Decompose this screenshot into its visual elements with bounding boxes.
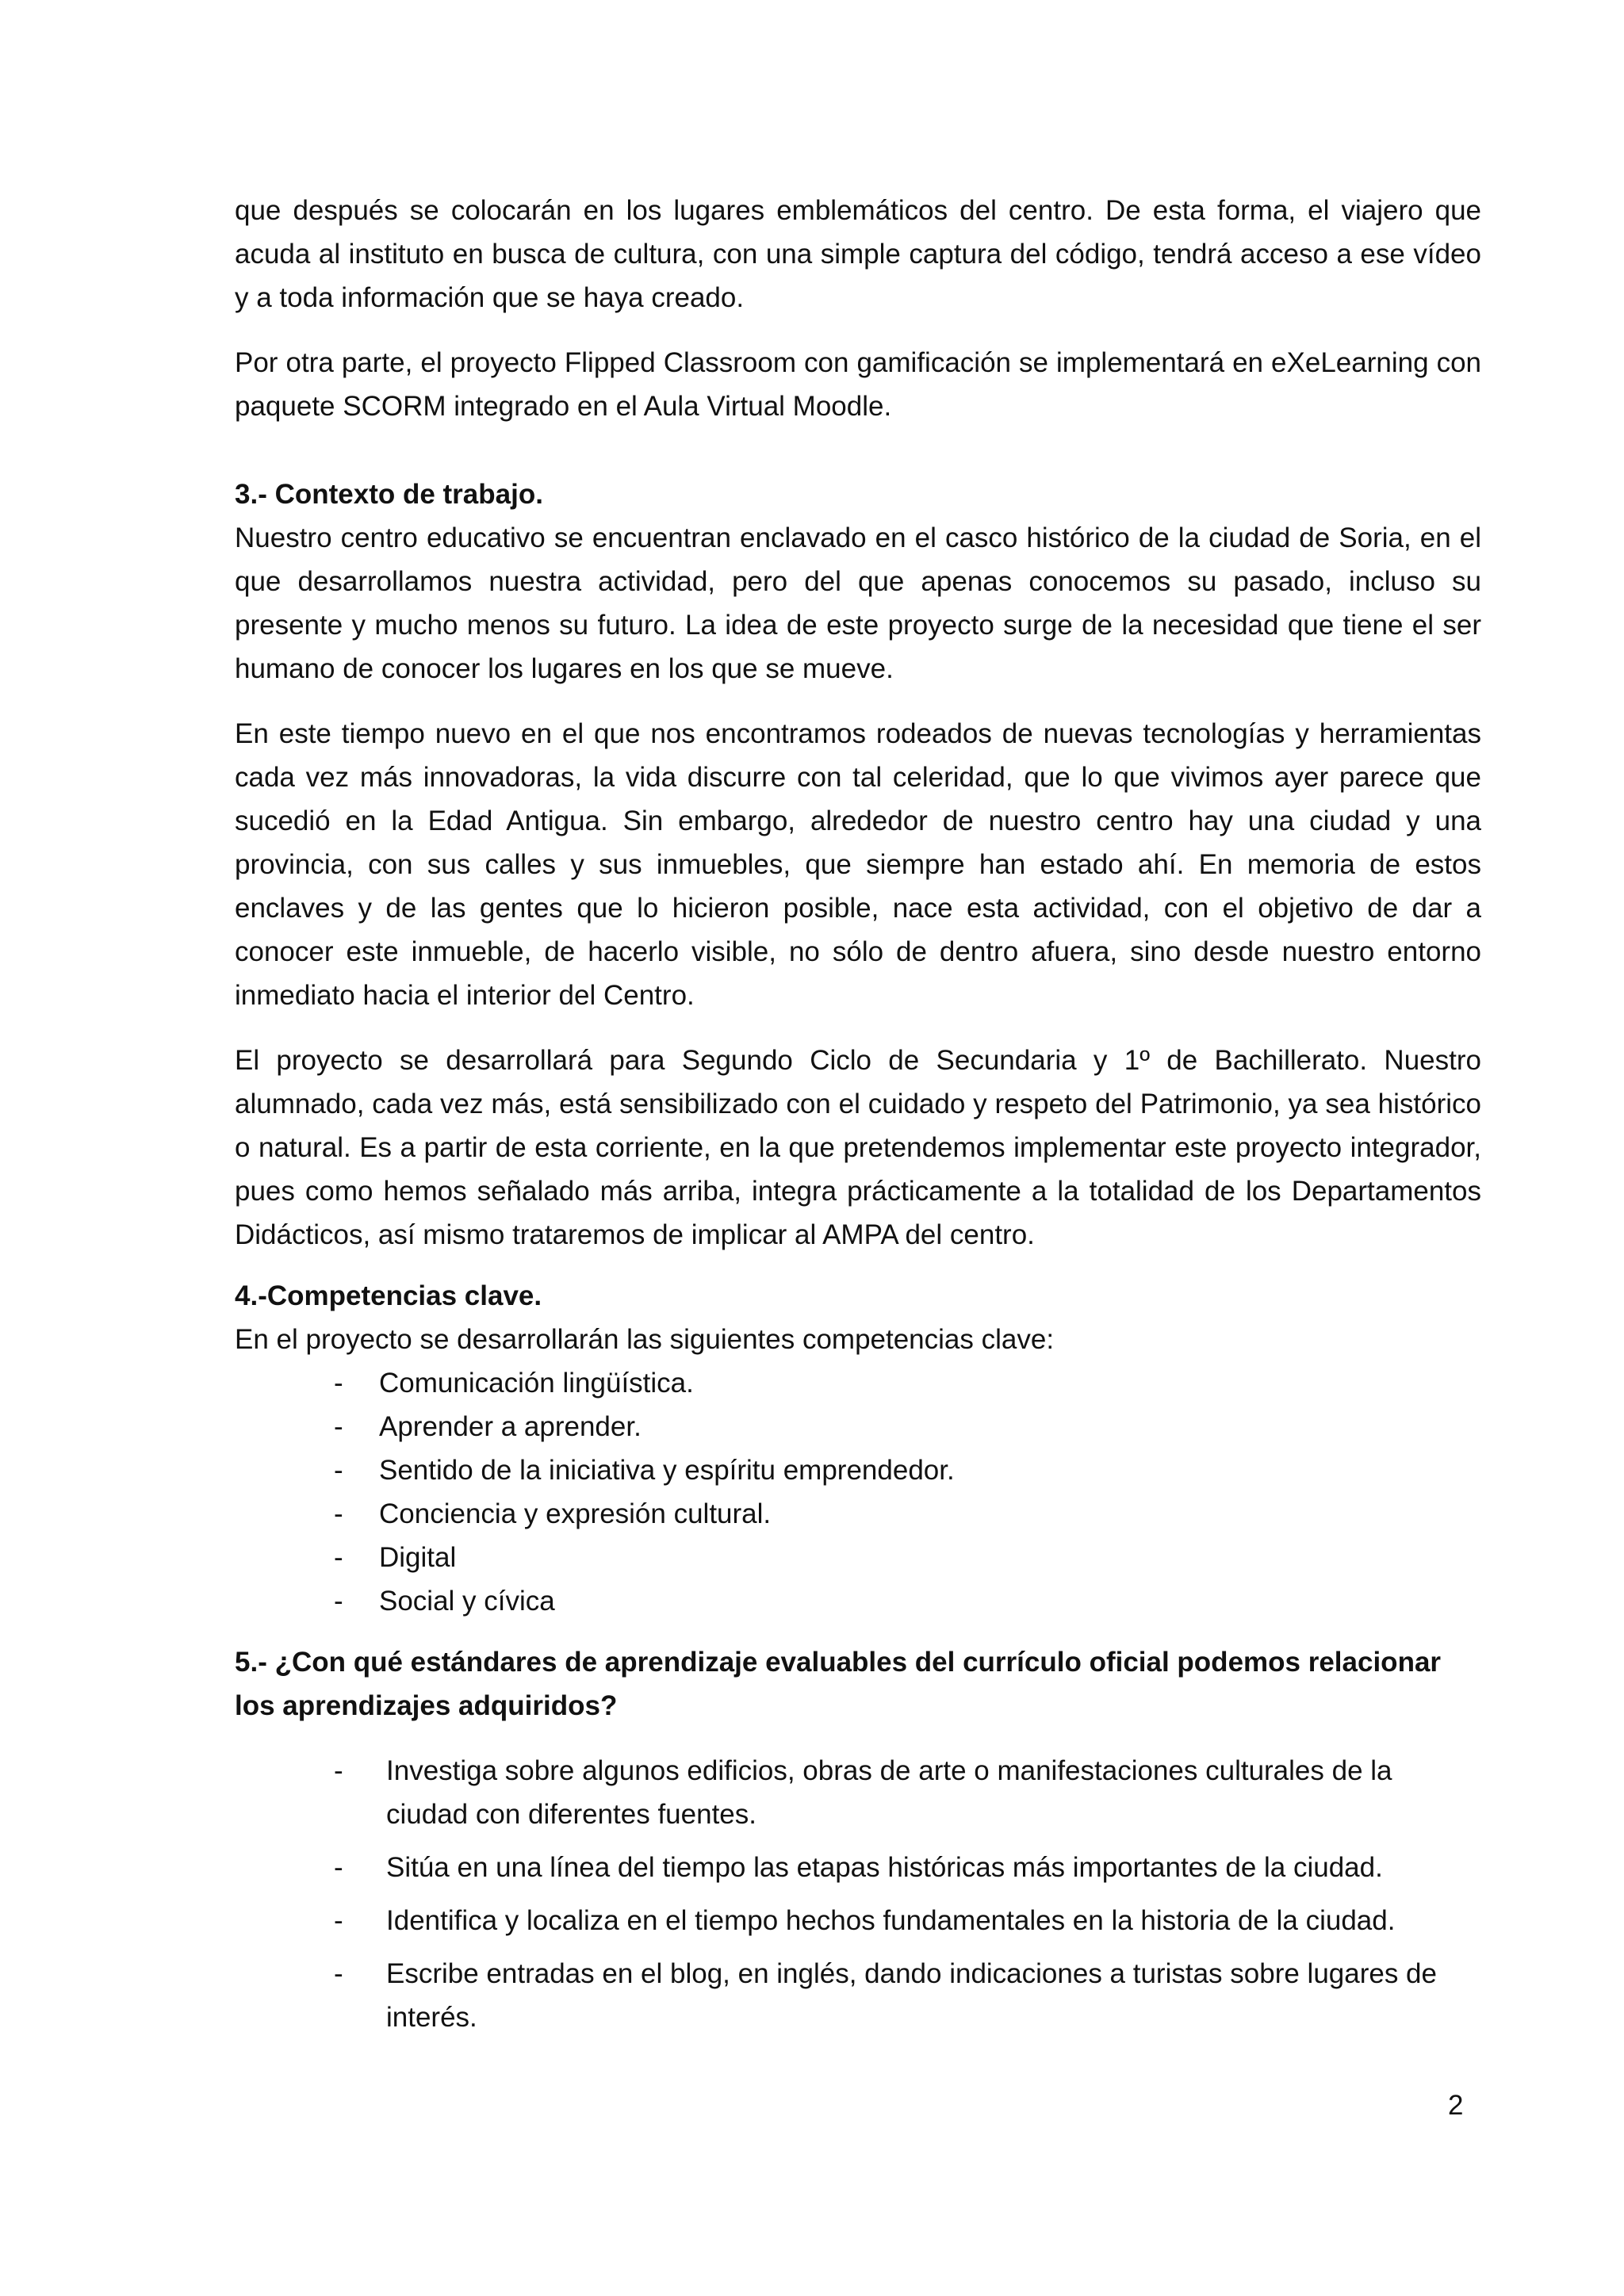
section-4-intro: En el proyecto se desarrollarán las siguientes competencias clave: (235, 1324, 1055, 1355)
list-item: - Sitúa en una línea del tiempo las etapas históricas más importantes de la ciudad. (235, 1846, 1481, 1889)
intro-paragraph-1: que después se colocarán en los lugares emblemáticos del centro. De esta forma, el viajero que acuda al instituto en busca de cultura, con una simple captura del código, tendrá acceso a ese vídeo y a toda información que se haya creado. (235, 195, 1481, 313)
competencias-list (235, 1361, 1481, 1623)
section-5-heading: 5.- ¿Con qué estándares de aprendizaje evaluables del currículo oficial podemos relacionar los aprendizajes adquiridos? (235, 1647, 1442, 1721)
section-3-paragraph-2: En este tiempo nuevo en el que nos encontramos rodeados de nuevas tecnologías y herramientas cada vez más innovadoras, la vida discurre con tal celeridad, que lo que vivimos ayer parece que sucedió en la Edad Antigua. Sin embargo, alrededor de nuestro centro hay una ciudad y una provincia, con sus calles y sus inmuebles, que siempre han estado ahí. En memoria de estos enclaves y de las gentes que lo hicieron posible, nace esta actividad, con el objetivo de dar a conocer este inmueble, de hacerlo visible, no sólo de dentro afuera, sino desde nuestro entorno inmediato hacia el interior del Centro. (235, 718, 1481, 1011)
list-item: - Comunicación lingüística. (235, 1361, 1481, 1405)
list-item: - Sentido de la iniciativa y espíritu emprendedor. (235, 1448, 1481, 1492)
intro-paragraph-2: Por otra parte, el proyecto Flipped Classroom con gamificación se implementará en eXeLearning con paquete SCORM integrado en el Aula Virtual Moodle. (235, 347, 1481, 422)
document-page (235, 189, 1481, 2049)
section-4-heading: 4.-Competencias clave. (235, 1280, 542, 1311)
list-item: - Social y cívica (235, 1579, 1481, 1623)
section-3-paragraph-3: El proyecto se desarrollará para Segundo Ciclo de Secundaria y 1º de Bachillerato. Nuestro alumnado, cada vez más, está sensibilizado con el cuidado y respeto del Patrimonio, ya sea histórico o natural. Es a partir de esta corriente, en la que pretendemos implementar este proyecto integrador, pues como hemos señalado más arriba, integra prácticamente a la totalidad de los Departamentos Didácticos, así mismo trataremos de implicar al AMPA del centro. (235, 1045, 1481, 1250)
page-number: 2 (1448, 2090, 1464, 2121)
section-3-paragraph-1: Nuestro centro educativo se encuentran enclavado en el casco histórico de la ciudad de Soria, en el que desarrollamos nuestra actividad, pero del que apenas conocemos su pasado, incluso su presente y mucho menos su futuro. La idea de este proyecto surge de la necesidad que tiene el ser humano de conocer los lugares en los que se mueve. (235, 522, 1481, 684)
estandares-list (235, 1749, 1481, 2039)
list-item: - Investiga sobre algunos edificios, obras de arte o manifestaciones culturales de la ciudad con diferentes fuentes. (235, 1749, 1481, 1836)
list-item: - Identifica y localiza en el tiempo hechos fundamentales en la historia de la ciudad. (235, 1899, 1481, 1942)
list-item: - Aprender a aprender. (235, 1405, 1481, 1448)
section-3-heading: 3.- Contexto de trabajo. (235, 479, 543, 510)
list-item: - Escribe entradas en el blog, en inglés, dando indicaciones a turistas sobre lugares de interés. (235, 1952, 1481, 2039)
list-item: - Conciencia y expresión cultural. (235, 1492, 1481, 1536)
list-item: - Digital (235, 1536, 1481, 1579)
